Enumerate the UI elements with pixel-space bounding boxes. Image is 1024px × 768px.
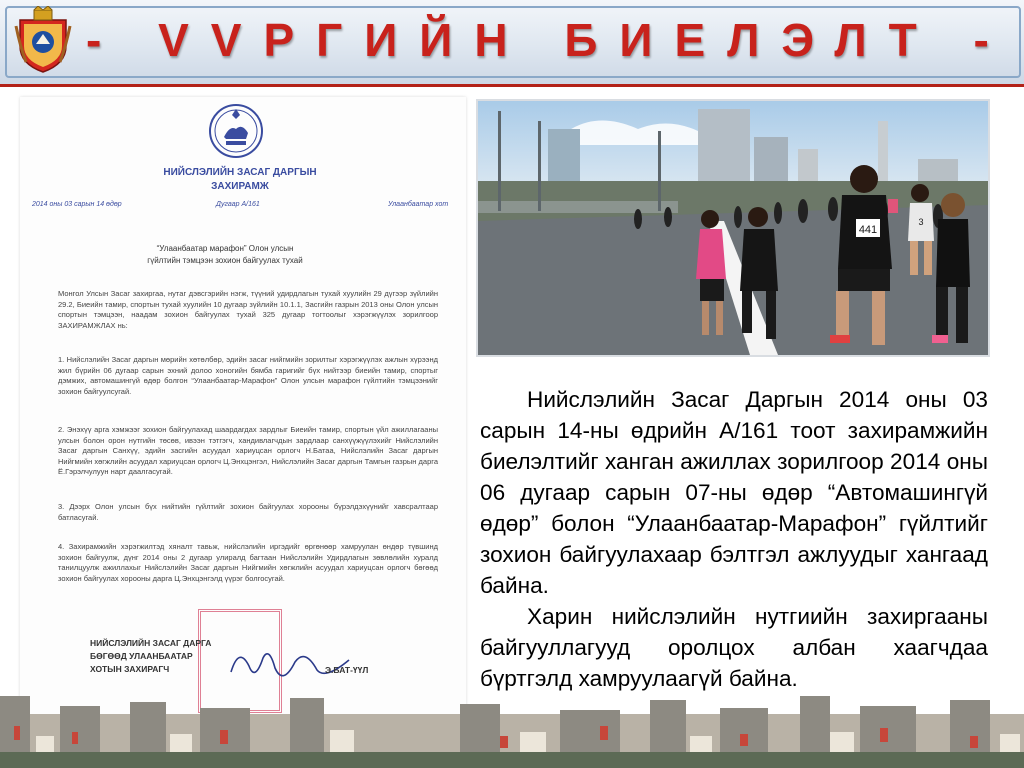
decree-date: 2014 оны 03 сарын 14 өдөр — [32, 201, 122, 208]
sign-line-3: ХОТЫН ЗАХИРАГЧ — [90, 664, 170, 674]
marathon-runners-photo — [476, 99, 990, 357]
mongolia-state-emblem-icon — [208, 103, 264, 159]
marathon-photo-illustration — [478, 101, 988, 355]
decree-signature-block — [90, 637, 211, 676]
bib-number-441: 441 — [858, 224, 878, 236]
decree-item-2: 2. Энэхүү арга хэмжээг зохион байгуулахад шаардагдах зардлыг Биеийн тамир, спортын үйл ажиллагааны улсын болон орон нутгийн төсөв, ивээн тэтгэгч, хандивлагчдын зардлаар санхүүжүүлэхийг Нийслэлийн Засаг даргын Санхүү, эдийн засгийн асуудал хариуцсан орлогч Н.Батаа, Нийслэлийн Засаг даргын Нийгмийн хөгжлийн асуудал хариуцсан орлогч Ц.Энхцэнгэл, Нийслэлийн Засаг даргын Тамгын газрын дарга Ё.Гэрэлчулуун нарт даалгасугай. — [58, 425, 438, 476]
sign-line-1: НИЙСЛЭЛИЙН ЗАСАГ ДАРГА — [90, 638, 212, 648]
decree-org-name: НИЙСЛЭЛИЙН ЗАСАГ ДАРГЫН — [163, 167, 317, 178]
page-title: - VVРГИЙН БИЕЛЭЛТ - — [86, 14, 1011, 66]
decree-item-1: 1. Нийслэлийн Засаг даргын мөрийн хөтөлбөр, эдийн засаг нийгмийн зорилтыг хэрэгжүүлэх ажлын хүрээнд жил бүрийн 06 дугаар сарын эхний долоо хоногийн бямба гаригийг бүх нийтээр биеийн тамир, спортыг дэмжих, автомашингүй өдөр болгон “Улаанбаатар-Марафон” Олон улсын марафон гүйлтийн тэмцээнийг зохион байгуулсугай. — [58, 355, 438, 396]
sign-line-2: БӨГӨӨД УЛААНБААТАР — [90, 651, 193, 661]
decree-signer: Э.БАТ-ҮҮЛ — [325, 665, 369, 675]
header-bar — [0, 0, 1024, 87]
ulaanbaatar-coat-of-arms-icon — [14, 6, 72, 74]
decree-subject — [90, 243, 360, 267]
decree-subject-line2: гүйлтийн тэмцээн зохион байгуулах тухай — [147, 256, 303, 265]
decree-item-4: 4. Захирамжийн хэрэгжилтэд хяналт тавьж, нийслэлийн иргэдийг өргөнөөр хамруулан өндөр түвшинд зохион байгуулж, дүнг 2014 оны 2 дугаар улиралд багтаан Нийслэлийн Удирдлагын зөвлөлийн хуралд танилцуулж ажиллахыг Нийслэлийн Засаг даргын Нийгмийн хөгжлийн асуудал хариуцсан орлогч бөгөөд зохион байгуулах хорооны дарга Ц.Энхцэнгэлд үүрэг болгосугай. — [58, 542, 438, 583]
decree-preamble: Монгол Улсын Засаг захиргаа, нутаг дэвсгэрийн нэгж, түүний удирдлагын тухай хуулийн 29 дүгээр зүйлийн 29.2, Биеийн тамир, спортын тухай хуулийн 10 дугаар зүйлийн 10.1.1, Засгийн газрын 2013 оны Олон улсын спортын тэмцээн, наадам зохион байгуулах тухай 325 дугаар тогтоолыг хэрэгжүүлэх зорилгоор ЗАХИРАМЖЛАХ нь: — [58, 289, 438, 330]
decree-subject-line1: “Улаанбаатар марафон” Олон улсын — [156, 244, 294, 253]
status-text-block — [480, 384, 988, 694]
decree-item-3: 3. Дээрх Олон улсын бүх нийтийн гүйлтийг зохион байгуулах хорооны бүрэлдэхүүнийг хавсралтаар батласугай. — [58, 502, 438, 522]
status-paragraph-2: Харин нийслэлийн нутгиийн захиргааны байгууллагууд оролцох албан хаагчдаа бүртгэлд хамруулаагүй байна. — [480, 604, 988, 691]
decree-document-scan — [20, 97, 466, 727]
decree-number: Дугаар А/161 — [216, 201, 260, 208]
decree-type: ЗАХИРАМЖ — [211, 181, 269, 192]
city-skyline-banner — [0, 686, 1024, 768]
bib-number-3: 3 — [918, 217, 924, 227]
status-paragraph-1: Нийслэлийн Засаг Даргын 2014 оны 03 сарын 14-ны өдрийн А/161 тоот захирамжийн биелэлтийг ханган ажиллах зорилгоор 2014 оны 06 дугаар сарын 07-ны өдөр “Автомашингүй өдөр” болон “Улаанбаатар-Марафон” гүйлтийг зохион байгуулахаар бэлтгэл ажлуудыг хангаад байна. — [480, 387, 988, 598]
decree-place: Улаанбаатар хот — [388, 201, 449, 208]
